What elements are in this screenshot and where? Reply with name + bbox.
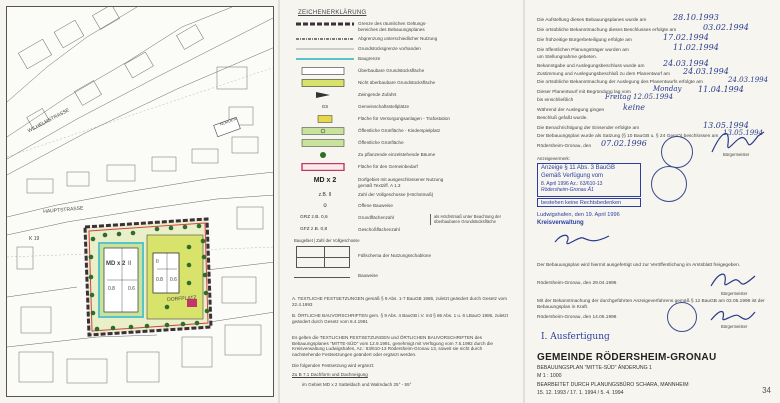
handwritten-date: 24.03.1994 (663, 59, 709, 68)
procedure-line: Die Aufstellung dieses Bebauungsplanes wurde am (537, 18, 647, 23)
legend-text: Nicht überbaubare Grundstücksfläche (358, 80, 436, 85)
scale-label: M 1 : 1000 (537, 373, 562, 379)
legend-text: Geschoßflächenzahl (358, 227, 400, 232)
legend-row (290, 103, 512, 112)
procedure-line: Bekanntgabe und Auslegungsbeschluss wurde am (537, 64, 645, 69)
page-number: 34 (762, 386, 771, 395)
procedure-line: Die Benachrichtigung der Einsender erfolgte am (537, 126, 640, 131)
signature-icon (709, 268, 759, 292)
north-arrow: NORDEN (219, 116, 238, 127)
municipal-seal-icon (661, 136, 693, 168)
ludwigshafen-stamp: Ludwigshafen, den 19. April 1996 (537, 212, 620, 218)
legend-row (290, 115, 512, 124)
legend-text: Gemeinschaftsstellplätze (358, 104, 410, 109)
map-label: II (128, 261, 132, 267)
buildable-area-symbol (294, 67, 356, 75)
legend-text: bereiches des Bebauungsplanes (358, 27, 425, 32)
procedure-line: Die öffentlichen Planungsträger wurden am (537, 48, 629, 53)
stamp-line: Gemäß Verfügung vom (541, 172, 604, 179)
use-boundary-symbol (294, 35, 356, 43)
legend-row (290, 67, 512, 76)
district-seal-icon (651, 166, 687, 202)
stamp-line: 8. April 1996 Az.: 63/610-13 (541, 180, 603, 187)
legend-row (290, 226, 512, 235)
planner-label: BEARBEITET DURCH PLANUNGSBÜRO SCHARA, MANNHEIM (537, 382, 689, 388)
procedure-line: Während der Auslegung gingen (537, 108, 605, 113)
handwritten-word: Freitag (605, 93, 632, 101)
legend-text: Zahl der Vollgeschosse (Höchstmaß) (358, 192, 434, 197)
signature-icon (709, 306, 759, 326)
legend-text: Grundflächenzahl (358, 215, 395, 220)
procedure-line: Zustimmung und Auslegungsbeschluß zu dem Planentwurf am (537, 72, 671, 77)
para-e: Zu B 7.1 Dachform und Dachneigung (292, 372, 368, 377)
map-drawing (7, 7, 274, 397)
map-label: 0.8 (156, 277, 163, 283)
schablone-head: Baugebiet | Zahl der Vollgeschosse (294, 238, 360, 243)
map-label: MD x 2 (106, 261, 126, 267)
mayor-label: Bürgermeister (723, 152, 750, 157)
legend-title: ZEICHENERKLÄRUNG (298, 10, 367, 16)
legend-row (290, 176, 512, 188)
map-label: 0.6 (170, 277, 177, 283)
bauweise-label: Bauweise (358, 273, 378, 278)
grz-mark: GRZ z.B. 0,6 (300, 215, 328, 220)
legend-row (290, 151, 512, 160)
legend-row (290, 127, 512, 136)
revision-dates: 15. 12. 1993 / 17. 1. 1994 / 5. 4. 1994 (537, 390, 624, 396)
handwritten-word: keine (623, 103, 646, 112)
legend-row (290, 79, 512, 88)
playground-symbol (294, 127, 356, 135)
legend-row (290, 202, 512, 211)
legend-panel (290, 10, 512, 395)
mayor-label: Bürgermeister (721, 324, 748, 329)
handwritten-date: 17.02.1994 (663, 33, 709, 42)
procedure-line: Dieser Planentwurf mit Begründung lag vom (537, 90, 631, 95)
building-line-symbol (294, 55, 356, 63)
no-objection-stamp: bestehen keine Rechtsbedenken (537, 198, 641, 207)
legend-text: Überbaubare Grundstücksfläche (358, 68, 425, 73)
site-map (6, 6, 274, 397)
handwritten-date: 28.10.1993 (673, 13, 719, 22)
handwritten-date: 11.02.1994 (673, 43, 719, 52)
legend-row (290, 139, 512, 148)
para-b: B. ÖRTLICHE BAUVORSCHRIFTEN gem. § 9 Abs. 4 BauGB i.V. mit § 86 Abs. 1 u. 6 LBauO 1986, zuletzt geändert durch Gesetz vom 8.4.1991 (292, 313, 509, 324)
municipality-title: GEMEINDE RÖDERSHEIM-GRONAU (537, 352, 717, 363)
approval-stamp (537, 163, 641, 197)
trafo-symbol (294, 115, 356, 123)
procedure-panel (533, 6, 777, 399)
handwritten-date: 13.05.1994 (703, 121, 749, 130)
mayor-label: Bürgermeister (721, 291, 748, 296)
map-label: 0.6 (128, 286, 135, 292)
procedure-line: Die ortsübliche Bekanntmachung der Auslegung des Planentwurfs erfolgte am (537, 80, 703, 85)
in-force-text: Mit der Bekanntmachung der durchgeführten Anzeigeverfahrens gemäß § 12 BauGB am 02.05.1996 ist der Bebauungsplan in Kraft. (537, 299, 765, 311)
handwritten-date: 24.03.1994 (728, 76, 769, 84)
legend-row (290, 163, 512, 172)
gs-mark: GS (321, 104, 329, 109)
handwritten-date: 13.05.1994 (723, 129, 764, 137)
procedure-line: Die ortsübliche Bekanntmachung dieses Beschlusses erfolgte am (537, 28, 677, 33)
legend-row (290, 55, 512, 64)
open-building-mark: o (323, 203, 327, 209)
copy-label: I. Ausfertigung (541, 332, 610, 342)
publication-text: Der Bebauungsplan wird hiermit ausgefertigt und zur Veröffentlichung im Amtsblatt freigegeben. (537, 263, 741, 268)
handwritten-date: 07.02.1996 (601, 139, 647, 148)
municipal-seal-icon (667, 302, 697, 332)
legend-text: Öffentliche Grünfläche - Kinderspielplatz (358, 128, 441, 133)
legend-row (290, 191, 512, 200)
legend-text: Dorfgebiet mit ausgeschlossener Nutzung (358, 177, 444, 182)
procedure-line: Rödersheim-Gronau, den (537, 144, 592, 149)
legend-text: Abgrenzung unterschiedlicher Nutzung (358, 36, 438, 41)
town-date-line: Rödersheim-Gronau, den 14.05.1996 (537, 315, 617, 320)
district-admin-stamp: Kreisverwaltung (537, 220, 584, 226)
gfz-mark: GFZ z.B. 0,8 (300, 227, 328, 232)
legend-text: Zwingende Zufahrt (358, 92, 397, 97)
schablone-note: Füllschema der Nutzungsschablone (358, 253, 432, 258)
map-label: II (156, 259, 159, 265)
legend-row (290, 35, 512, 44)
legend-text: Öffentliche Grünfläche (358, 140, 404, 145)
town-date-line: Rödersheim-Gronau, den 29.04.1996 (537, 281, 617, 286)
handwritten-date: 12.05.1994 (633, 93, 674, 101)
map-label: K 19 (29, 236, 40, 242)
street-label: HAUPTSTRASSE (43, 205, 84, 215)
procedure-line: Die frühzeitige Bürgerbeteiligung erfolgte am (537, 38, 632, 43)
stamp-line: Rödersheim-Gronau Ä1 (541, 187, 594, 194)
max-note: als Höchstmaß unter Beachtung der überbaubaren Grundstücksfläche (430, 214, 510, 225)
fold-line (523, 0, 525, 403)
community-area-symbol (294, 163, 356, 171)
legend-text: Offene Bauweise (358, 203, 393, 208)
handwritten-date: 03.02.1994 (703, 23, 749, 32)
plan-name: BEBAUUNGSPLAN "MITTE-SÜD" ÄNDERUNG 1 (537, 365, 652, 371)
signature-icon (553, 230, 613, 248)
procedure-line: um Stellungnahme gebeten. (537, 55, 598, 60)
fold-line (278, 0, 280, 403)
legend-text: Fläche für Versorgungsanlagen - Trafostation (358, 116, 450, 121)
nutzungsschablone (296, 246, 350, 268)
legend-text: gemäß Textziff. A 1.3 (358, 183, 401, 188)
street-label: WILHELMSTRASSE (27, 107, 71, 135)
md-mark: MD x 2 (313, 177, 337, 184)
legend-text: Grundstücksgrenze vorhanden (358, 46, 421, 51)
green-area-symbol (294, 139, 356, 147)
procedure-line: bis einschließlich (537, 98, 574, 103)
tree-icon (294, 151, 356, 159)
legend-text: Zu pflanzende einzelstehende Bäume (358, 152, 436, 157)
storeys-mark: z.B. II (318, 192, 332, 198)
legend-row (290, 91, 512, 100)
street-label: DORFPLATZ (167, 294, 197, 303)
boundary-symbol (294, 20, 356, 28)
non-buildable-symbol (294, 79, 356, 87)
para-d: Die folgenden Festsetzung wird ergänzt: (292, 363, 375, 368)
handwritten-word: Monday (653, 85, 682, 93)
arrow-icon (294, 91, 356, 99)
map-label: 0.8 (108, 286, 115, 292)
para-c: Es gelten die TEXTLICHEN FESTSETZUNGEN und ÖRTLICHEN BAUVORSCHRIFTEN des Bebauungsplanes "MITTE-SÜD" vom 12.9.1991, genehmigt mit Verfügung vom 7.5.1992 durch die Kreisverwaltung Ludwigshafen, Az.: 63/610-13 Rödersheim-Gronau 13, soweit sie nicht durch nachstehende Festsetzungen geändert oder ergänzt werden. (292, 335, 493, 358)
property-line-symbol (294, 45, 356, 53)
stamp-line: Anzeige § 11 Abs. 3 BauGB (541, 165, 615, 171)
handwritten-date: 24.03.1994 (683, 67, 729, 76)
para-a: A. TEXTLICHE FESTSETZUNGEN gemäß § 9 Abs. 1-7 BauGB 1986, zuletzt geändert durch Gesetz vom 22.4.1993 (292, 296, 507, 307)
para-f: im Gebiet MD x 2 Satteldach und Walmdach 25° - 55° (302, 382, 412, 387)
handwritten-date: 11.04.1994 (698, 85, 744, 94)
legend-row (290, 45, 512, 54)
legend-row (290, 20, 512, 32)
anzeige-label: Anzeigevermerk: (537, 156, 570, 161)
procedure-line: Der Bebauungsplan wurde als Satzung (§ 10 BauGB u. § 24 GemO) beschlossen am (537, 134, 719, 139)
legend-text: Fläche für den Gemeinbedarf (358, 164, 418, 169)
legend-text: Grenze des räumlichen Geltungs- (358, 21, 427, 26)
procedure-line: Beschluß gefaßt wurde. (537, 116, 588, 121)
legend-text: Baugrenze (358, 56, 381, 61)
